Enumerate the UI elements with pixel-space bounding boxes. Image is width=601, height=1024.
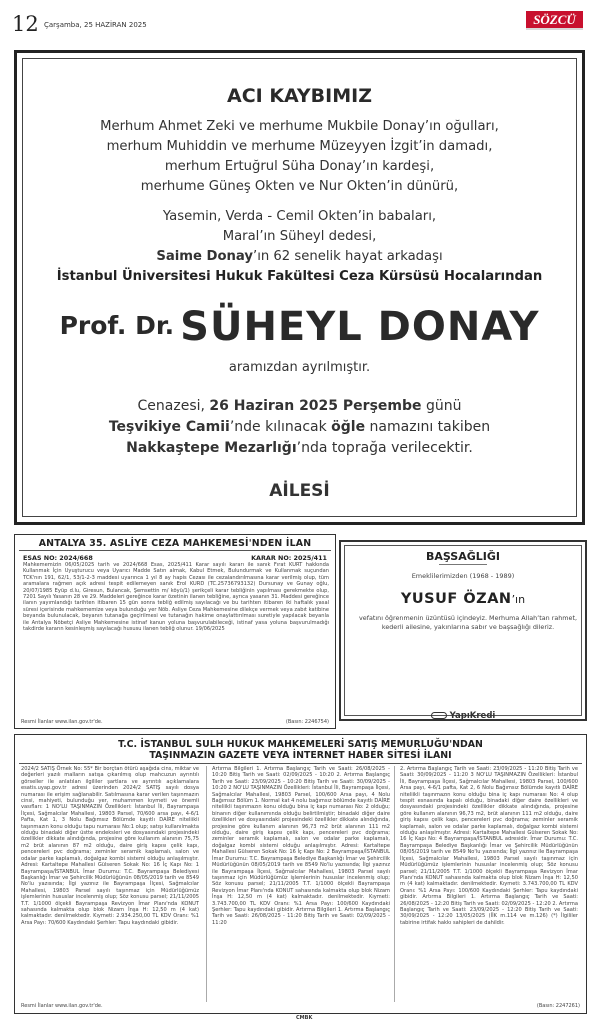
sale-column-3: 2. Artırma Başlangıç Tarih ve Saati: 23/09/2025 - 11:20 Bitiş Tarih ve Saati: 30/09/2025 - 11:20 3 NO'LU TAŞINMAZIN Özellikleri: İstanbul İli, Bayrampaşa İlçesi, Sağmalcılar Mahallesi, 19803 Parsel, 100/600 Arsa payı, 4-6/1 pafta, Kat 2, 6 Nolu Bağımsız Bölümde kayıtlı DAİRE niteliikli taşınmazın konu olduğu bina iç kapı numarası No: 4 olup tespit esnasında kapalı olduğu, binadaki diğer daire özellikleri ve dosyasındaki projesindeki özellikler dikkate alındığında, projesine göre kullanım alanının 96,73 m2, brüt alanının 111 m2 olduğu, daire giriş kapısı çelik kapı, pencereleri pvc doğrama; zeminler seramik kaplamalı, salon ve odalar parke kaplamalı, doğalgaz kombi sistemi olduğu anlaşılmıştır. Adresi: Kartaltepe Mahallesi Gülseren Sokak No: 16 İç Kapı No: 4 Bayrampaşa/İSTANBUL adresidir. İmar Durumu: T.C. Bayrampaşa Belediye Başkanlığı İmar ve Şehircilik Müdürlüğünün 08/05/2019 tarih ve 8549 No'lu yazısında; İlgi yazınız ile Bayrampaşa İlçesi, Sağmalcılar Mahallesi, 19803 Parsel sayılı taşınmaz için Müdürlüğümüz işlemlerinin hususlar incelenmiş olup; Söz konusu parsel; 21/11/2005 T.T. 1/1000 ölçekli Bayrampaşa Revizyon İmar Planı'nda KONUT sahasında kalmakta olup blok Nizam İnşa H: 12,50 m (4 kat) kalmaktadır. denilmektedir. Kıymeti: 3.743.700,00 TL KDV Oranı: %1 Arsa Payı: 100/600 Kaydındaki Şerhler: Tapu kaydındaki gibidir. Artırma Bilgileri 1. Artırma Başlangıç Tarih ve Saati: 26/08/2025 - 12:20 Bitiş Tarih ve Saati: 02/09/2025 - 12:20 2. Artırma Başlangıç Tarih ve Saati: 23/09/2025 - 12:20 Bitiş Tarih ve Saati: 30/09/2025 - 12:20 13/05/2025 (İİK m.114 ve m.126) (*) İlgililer tabirine irtifak hakkı sahipleri de dahildir. xyxy=(400,766,578,926)
antalya-court-notice xyxy=(14,534,336,729)
funeral-text: ’nda toprağa verilecektir. xyxy=(296,440,473,456)
cemetery-name: Nakkaştepe Mezarlığı xyxy=(126,440,297,456)
sponsor-name: YapıKredi xyxy=(449,711,496,721)
funeral-line-3 xyxy=(23,438,576,459)
property-sale-notice xyxy=(14,734,587,1014)
family-line-2: merhum Muhiddin ve merhume Müzeyyen İzgit’in damadı, xyxy=(106,139,493,154)
sale-title-line-2: TAŞINMAZIN GAZETE VEYA İNTERNET HABER SİTESİ İLANI xyxy=(149,750,452,761)
mosque-name: Teşvikiye Camii xyxy=(108,419,230,435)
family-line-1: Merhum Ahmet Zeki ve merhume Mukbile Donay’ın oğulları, xyxy=(100,119,499,134)
antalya-footer-link: Resmi İlanlar www.ilan.gov.tr'de. xyxy=(21,719,103,725)
antalya-press-code: (Basın: 2246754) xyxy=(285,719,329,725)
condolence-inner-frame xyxy=(344,545,582,721)
prayer-time: öğle xyxy=(331,419,366,435)
spouse-suffix: ’ın 62 senelik hayat arkadaşı xyxy=(253,249,443,264)
institution-line: İstanbul Üniversitesi Hukuk Fakültesi Ceza Kürsüsü Hocalarından xyxy=(56,269,543,284)
obituary-notice xyxy=(14,50,585,525)
sponsor-logo xyxy=(345,711,581,721)
deceased-name-line xyxy=(23,304,576,350)
funeral-text: ’nde kılınacak xyxy=(229,419,332,435)
condolence-name: YUSUF ÖZAN xyxy=(400,591,512,607)
print-color-marks xyxy=(262,1015,289,1022)
esas-number: ESAS NO: 2024/668 xyxy=(23,554,93,562)
condolence-name-line xyxy=(345,588,581,607)
funeral-text: günü xyxy=(421,398,462,414)
condolence-subtitle: Emeklilerimizden (1968 - 1989) xyxy=(411,572,515,580)
family-line-5: Yasemin, Verda - Cemil Okten’in babaları, xyxy=(162,209,437,224)
family-line-4: merhume Güneş Okten ve Nur Okten’in dünürü, xyxy=(140,179,459,194)
print-marks-label: CMBK xyxy=(296,1015,313,1021)
spouse-line xyxy=(23,247,576,267)
condolence-body: vefatını öğrenmenin üzüntüsü içindeyiz. Merhuma Allah’tan rahmet, kederli ailesine, yakınlarına sabır ve başsağlığı dileriz. xyxy=(358,614,577,631)
condolence-notice xyxy=(339,540,587,721)
funeral-line-2 xyxy=(23,417,576,438)
family-line-6: Maral’ın Süheyl dedesi, xyxy=(222,229,377,244)
column-divider xyxy=(394,766,395,1002)
spouse-name: Saime Donay xyxy=(156,249,254,264)
sale-press-code: (Basın: 2247261) xyxy=(536,1003,580,1009)
funeral-text: namazını takiben xyxy=(365,419,491,435)
condolence-title: BAŞSAĞLIĞI xyxy=(345,550,581,563)
obituary-heading: ACI KAYBIMIZ xyxy=(226,85,372,107)
family-line-3: merhum Ertuğrul Süha Donay’ın kardeşi, xyxy=(164,159,435,174)
family-signature: AİLESİ xyxy=(269,481,330,501)
academic-title: Prof. Dr. xyxy=(59,311,175,340)
funeral-date: 26 Haziran 2025 Perşembe xyxy=(209,398,422,414)
obituary-inner-frame xyxy=(22,58,577,517)
sale-column-2: Artırma Bilgileri 1. Artırma Başlangıç Tarih ve Saati: 26/08/2025 - 10:20 Bitiş Tarih ve Saati: 02/09/2025 - 10:20 2. Artırma Başlangıç Tarih ve Saati: 23/09/2025 - 10:20 Bitiş Tarih ve Saati: 30/09/2025 - 10:20 2 NO'LU TAŞINMAZIN Özellikleri: İstanbul İli, Bayrampaşa İlçesi, Sağmalcılar Mahallesi, 19803 Parsel, 100/600 Arsa payı, 4 Nolu Bağımsız Bölüm 1. Normal kat 4 nolu bağımsız bölümde kayıtlı DAİRE niteliikli taşınmazın konu olduğu bina iç kapı numarası No: 2 olduğu; binanın diğer kullanımında olduğu belirtilmiştir; binadaki diğer daire özellikleri ve dosyasındaki projesindeki özellikler dikkate alındığında, projesine göre kullanım alanının 96,73 m2 brüt alanının 111 m2 olduğu, daire giriş kapısı çelik kapı, pencereleri pvc doğrama; zeminler seramik kaplamalı, salon ve odalar parke kaplamalı, doğalgaz kombi sistemi olduğu anlaşılmıştır. Adresi: Kartaltepe Mahallesi Gülseren Sokak No: 16 İç Kapı No: 2 Bayrampaşa/İSTANBUL İmar Durumu: T.C. Bayrampaşa Belediye Başkanlığı İmar ve Şehircilik Müdürlüğünün 08/05/2019 tarih ve 8549 No'lu yazısında; İlgi yazınız ile Bayrampaşa İlçesi, Sağmalcılar Mahallesi, 19803 Parsel sayılı taşınmaz için Müdürlüğümüz işlemlerinin hususlar incelenmiş olup; Söz konusu parsel; 21/11/2005 T.T. 1/1000 ölçekli Bayrampaşa Revizyon İmar Planı'nda KONUT sahasında kalmakta olup blok Nizam İnşa H: 12,50 m (4 kat) kalmaktadır. denilmektedir. Kıymeti: 3.743.700,00 TL KDV Oranı: %1 Arsa Payı: 100/600 Kaydındaki Şerhler: Tapu kaydındaki gibidir. Artırma Bilgileri 1. Artırma Başlangıç Tarih ve Saati: 26/08/2025 - 11:20 Bitiş Tarih ve Saati: 02/09/2025 - 11:20 xyxy=(212,766,390,926)
sale-footer-link: Resmi İlanlar www.ilan.gov.tr'de. xyxy=(21,1003,103,1009)
antalya-notice-title: ANTALYA 35. ASLİYE CEZA MAHKEMESİ'NDEN İLAN xyxy=(15,538,335,549)
column-divider xyxy=(206,766,207,1002)
sale-notice-title xyxy=(15,739,586,761)
sale-title-line-1: T.C. İSTANBUL SULH HUKUK MAHKEMELERİ SATIŞ MEMURLUĞU'NDAN xyxy=(118,739,483,750)
page-number: 12 xyxy=(12,12,39,36)
deceased-name: SÜHEYL DONAY xyxy=(180,304,540,350)
newspaper-logo: SÖZCÜ xyxy=(526,11,583,28)
yapikredi-logo-icon xyxy=(431,712,447,719)
passed-away-line: aramızdan ayrılmıştır. xyxy=(228,360,371,375)
karar-number: KARAR NO: 2025/411 xyxy=(251,554,327,562)
title-divider xyxy=(19,763,582,764)
page-header xyxy=(0,0,601,42)
condolence-suffix: ’ın xyxy=(511,593,526,606)
issue-date: Çarşamba, 25 HAZİRAN 2025 xyxy=(44,21,147,29)
sale-column-1: 2024/2 SATIŞ Örnek No: 55* Bir borçtan ötürü aşağıda cins, miktar ve değerleri yazılı malların satışa çıkarılmış olup mahcuzun ayrıntılı görseller ile anlatılan ilgililer şartlara ve ayrıntılı açıklamalara esatis.uyap.gov.tr adresi üzerinden 2024/2 SATIŞ sayılı dosya numarası ile erişim sağlanabilir. Satılmasına karar verilen taşınmazın cinsi, mahiyeti, bulunduğu yer, muhammen kıymeti ve önemli vasıfları: 1 NO'LU TAŞINMAZIN Özellikleri: İstanbul İli, Bayrampaşa İlçesi, Sağmalcılar Mahallesi, 19803 Parsel, 70/600 arsa payı, 4-6/1 Pafta, Kat 1, 3 Nolu Bağımsız Bölümde kayıtlı DAİRE niteliikli taşınmazın konu olduğu tapu numarası No:1 olup; satışı kullanılmakta olduğu binadaki diğer üstte endeksleri ve dosyasındaki projesindeki özellikler dikkate alındığında, projesine göre kullanım alanının 75,75 m2 brüt alanının 87 m2 olduğu, daire giriş kapısı çelik kapı, pencereleri pvc doğrama; zeminler seramik kaplamalı, salon ve odalar parke kaplamalı, doğalgaz kombi sistemi olduğu anlaşılmıştır. Adresi: Kartaltepe Mahallesi Gülseren Sokak No: 16 İç Kapı No: 1 Bayrampaşa/İSTANBUL İmar Durumu: T.C. Bayrampaşa Belediyesi Başkanlığı İmar ve Şehircilik Müdürlüğünün 08/05/2019 tarih ve 8549 No'lu yazısında; İlgi yazınız ile Bayrampaşa İlçesi, Sağmalcılar Mahallesi, 19803 Parsel sayılı taşınmaz için Müdürlüğümüz işlemlerinin hususlar incelenmiş olup; Söz konusu parsel; 21/11/2005 T.T. 1/1000 ölçekli Bayrampaşa Revizyon İmar Planı'nda KONUT sahasında kalmakta olup blok Nizam İnşa H: 12,50 m (4 kat) kalmaktadır. denilmektedir. Kıymeti: 2.934.250,00 TL KDV Oranı: %1 Arsa Payı: 70/600 Kaydındaki Şerhler: Tapu kaydındaki gibidir. xyxy=(21,766,200,926)
funeral-text: Cenazesi, xyxy=(137,398,210,414)
funeral-line-1 xyxy=(23,396,576,417)
antalya-notice-body: Mahkememizin 06/05/2025 tarih ve 2024/668 Esas, 2025/411 Karar sayılı kararı ile sanık Fırat KURT hakkında Kullanmak İçin Uyuşturucu veya Uyarıcı Madde Satın almak, Kabul Etmek, Bulundurmak ve Kullanmak suçundan TCK'nın 191, 62/1, 53/1-2-3 maddesi uyarınca 1 yıl 8 ay hapis Cezası ile cezalandırılmasına karar verilmiş olup, tüm aramalara rağmen açık adresi tespit edilemeyen sanık Erol KURD (TC.25736793132) Dursunay ve Gunay oğlu, 20/07/1985 Eyüp d.lu, Giresun, Bulancak, Şemsettin m/ köyü/1) şerikçeli karar tebliğinin yapılması gerekmekte olup, 7201 Sayılı Yasanın 28 ve 29. Maddeleri gereğince karar özetinin ilanen tebliğine, ayrıca yasanın 31. Maddesi gereğince ilanın yayımlandığı tarihten itibaren 15 gün sonra tebliğ edilmiş sayılacağı ve bu tarihten itibaren iki haftalık yasal süresi içerisinde mahkememize veya bulunduğu yer Nöb. Asliye Ceza Mahkemesine dilekçe vermek veya zabıt katibine beyanda bulunulacak, beyanın tutanağa geçirilmesi ve tutanağın hakime onaylattırılması suretiyle yapılacak beyanla ile Antalya Nöbetçi Asliye Mahkemesine istinaf kanun yoluna başvurulabileceği, istinaf yasa yoluna başvurulmadığı takdirde kararın kesinleşmiş sayılacağı hususu ilanen tebliğ olunur. 19/06/2025 xyxy=(23,562,329,633)
